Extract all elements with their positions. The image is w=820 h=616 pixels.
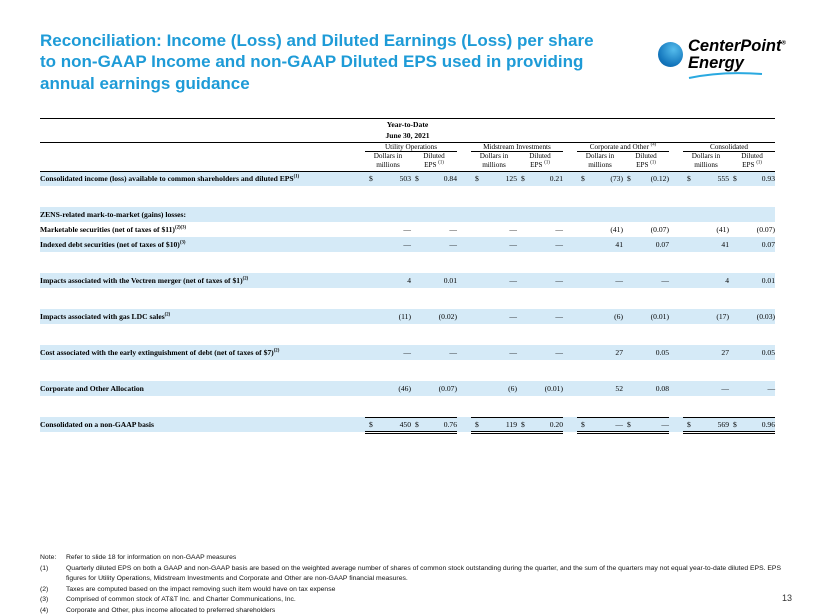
footnote [40,595,788,606]
value-cell [577,207,623,222]
cell-value: 0.93 [761,174,776,184]
column-gap [457,151,471,171]
cell-value: (41) [610,225,623,234]
group-header: Utility Operations [365,142,457,151]
cell-value: 0.05 [655,348,669,357]
value-cell [729,171,775,186]
value-cell [517,273,563,288]
cell-value: — [403,240,411,249]
cell-value: (46) [398,384,411,393]
slide-title-line3: annual earnings guidance [40,73,250,93]
value-cell [411,237,457,252]
column-gap [563,222,577,237]
row-label: Impacts associated with the Vectren merger (net of taxes of $1)$^{(2)}$ [40,273,365,288]
cell-value: 569 [717,419,729,429]
currency-symbol: $ [627,174,631,184]
cell-value: (0.07) [438,384,457,393]
row-label: Indexed debt securities (net of taxes of $10)$^{(3)}$ [40,237,365,252]
table-row [40,237,775,252]
logo-globe-icon [658,42,683,67]
spacer-cell [40,324,775,345]
cell-value: — [509,312,517,321]
table-row [40,345,775,360]
cell-value: — [767,384,776,393]
corner-cell [40,142,365,151]
value-cell [729,273,775,288]
cell-value: — [721,384,729,393]
cell-value: — [403,348,411,357]
column-gap [563,273,577,288]
value-cell [729,237,775,252]
cell-value: 0.08 [655,384,669,393]
value-cell [729,207,775,222]
value-cell [577,309,623,324]
value-cell [411,273,457,288]
column-gap [669,273,683,288]
cell-value: — [661,419,669,429]
group-header: Consolidated [683,142,775,151]
column-gap [457,417,471,432]
column-gap [563,381,577,396]
spacer-cell [40,252,775,273]
value-cell [517,171,563,186]
value-cell [471,417,517,432]
row-label: Consolidated on a non-GAAP basis [40,417,365,432]
footnote-text: Refer to slide 18 for information on non-GAAP measures [66,554,237,561]
value-cell [623,273,669,288]
spacer-row [40,324,775,345]
cell-value: (0.01) [544,384,563,393]
value-cell [471,237,517,252]
value-cell [517,222,563,237]
table-row [40,171,775,186]
cell-value: (0.07) [650,225,669,234]
spacer-row [40,252,775,273]
cell-value: (11) [398,312,411,321]
table-head [40,119,775,172]
logo-text [688,38,786,79]
table-body [40,171,775,432]
cell-value: 0.05 [761,348,776,357]
column-gap [563,171,577,186]
value-cell [517,381,563,396]
cell-value: 0.84 [443,174,457,184]
spacer-row [40,396,775,417]
footnote [40,606,788,616]
footnote-text: Taxes are computed based on the impact removing such item would have on tax expense [66,585,336,593]
value-cell [471,222,517,237]
cell-value: — [403,225,411,234]
currency-symbol: $ [475,174,479,184]
cell-value: — [661,276,669,285]
cell-value: 0.21 [549,174,563,184]
column-gap [563,417,577,432]
value-cell [411,309,457,324]
cell-value: (17) [716,312,729,321]
subheader-eps: Diluted EPS $^{(1)}$ [411,151,457,171]
logo-line1: CenterPoint® [688,37,786,55]
spacer-row [40,360,775,381]
cell-value: — [555,276,563,285]
spacer-row [40,186,775,207]
slide-title [40,30,660,94]
cell-value: (6) [614,312,623,321]
currency-symbol: $ [415,174,419,184]
value-cell [411,345,457,360]
cell-value: (41) [716,225,729,234]
column-gap [669,345,683,360]
currency-symbol: $ [521,174,525,184]
cell-value: — [555,225,563,234]
cell-value: — [555,348,563,357]
column-gap [669,237,683,252]
cell-value: — [449,348,457,357]
value-cell [411,222,457,237]
footnote [40,585,788,596]
subheader-row [40,151,775,171]
footnote [40,553,788,564]
slide-title-line2: to non-GAAP Income and non-GAAP Diluted EPS used in providing [40,52,584,72]
group-header: Corporate and Other $^{(4)}$ [577,142,669,151]
row-label: Cost associated with the early extinguishment of debt (net of taxes of $7)$^{(2)}$ [40,345,365,360]
value-cell [365,309,411,324]
value-cell [365,345,411,360]
value-cell [471,345,517,360]
value-cell [623,222,669,237]
value-cell [683,237,729,252]
cell-value: (0.01) [650,312,669,321]
cell-value: 125 [505,174,517,184]
value-cell [365,207,411,222]
currency-symbol: $ [369,419,373,429]
cell-value: — [509,348,517,357]
value-cell [577,345,623,360]
table-row [40,273,775,288]
spacer-row [40,288,775,309]
cell-value: 4 [725,276,729,285]
cell-value: 503 [399,174,411,184]
column-gap [457,222,471,237]
subheader-eps: Diluted EPS $^{(1)}$ [517,151,563,171]
column-gap [669,222,683,237]
cell-value: — [449,240,457,249]
column-gap [563,151,577,171]
value-cell [365,171,411,186]
cell-value: 27 [721,348,729,357]
column-gap [563,207,577,222]
value-cell [683,273,729,288]
cell-value: 0.76 [443,419,457,429]
cell-value: 0.07 [761,240,776,249]
registered-mark: ® [781,40,786,47]
column-gap [457,381,471,396]
value-cell [517,207,563,222]
cell-value: 119 [505,419,517,429]
cell-value: 4 [407,276,411,285]
value-cell [683,207,729,222]
subheader-dollars: Dollars in millions [365,151,411,171]
cell-value: 0.96 [761,419,776,429]
slide-title-line1: Reconciliation: Income (Loss) and Diluted Earnings (Loss) per share [40,31,594,50]
currency-symbol: $ [687,174,691,184]
currency-symbol: $ [581,174,585,184]
cell-value: 41 [721,240,729,249]
cell-value: (73) [610,174,623,184]
group-header-row [40,142,775,151]
logo-swoosh-icon [688,71,764,79]
currency-symbol: $ [733,419,737,429]
value-cell [729,309,775,324]
subheader-eps: Diluted EPS $^{(1)}$ [623,151,669,171]
cell-value: 450 [399,419,411,429]
column-gap [563,142,577,151]
cell-value: (0.07) [756,225,776,234]
value-cell [365,381,411,396]
value-cell [729,417,775,432]
table-row [40,309,775,324]
value-cell [411,381,457,396]
cell-value: — [555,240,563,249]
subheader-dollars: Dollars in millions [683,151,729,171]
value-cell [683,345,729,360]
footnote-tag: (4) [40,606,49,614]
value-cell [577,417,623,432]
value-cell [577,237,623,252]
column-gap [669,151,683,171]
column-gap [457,273,471,288]
table-row [40,417,775,432]
value-cell [517,417,563,432]
cell-value: — [509,225,517,234]
value-cell [577,381,623,396]
value-cell [729,381,775,396]
period-line1: Year-to-Date [386,120,429,129]
cell-value: 0.01 [761,276,776,285]
column-gap [669,171,683,186]
value-cell [471,273,517,288]
value-cell [365,273,411,288]
value-cell [365,417,411,432]
row-label: Consolidated income (loss) available to common shareholders and diluted EPS$^{(1)}$ [40,171,365,186]
value-cell [365,222,411,237]
cell-value: 555 [717,174,729,184]
cell-value: — [509,240,517,249]
spacer-cell [40,360,775,381]
column-gap [457,345,471,360]
row-label: Marketable securities (net of taxes of $11)$^{(2)(3)}$ [40,225,187,234]
column-gap [563,237,577,252]
currency-symbol: $ [369,174,373,184]
logo-line2: Energy [688,53,744,72]
cell-value: — [615,276,623,285]
footnote-tag: Note: [40,554,57,561]
value-cell [365,237,411,252]
cell-value: 0.01 [443,276,457,285]
period-row [40,119,775,143]
table-row [40,222,775,237]
footnote-tag: (2) [40,585,49,593]
value-cell [411,171,457,186]
column-gap [457,237,471,252]
cell-value: (0.03) [756,312,776,321]
footnote-tag: (3) [40,596,49,604]
subheader-dollars: Dollars in millions [577,151,623,171]
column-gap [457,142,471,151]
value-cell [683,222,729,237]
currency-symbol: $ [581,419,585,429]
cell-value: 52 [615,384,623,393]
value-cell [517,309,563,324]
row-label: Impacts associated with gas LDC sales$^{(2)}$ [40,309,365,324]
value-cell [577,273,623,288]
cell-value: (0.12) [650,174,669,184]
value-cell [517,345,563,360]
value-cell [411,417,457,432]
subheader-eps: Diluted EPS $^{(1)}$ [729,151,775,171]
value-cell [683,309,729,324]
column-gap [669,207,683,222]
table-row [40,381,775,396]
row-label: Corporate and Other Allocation [40,381,365,396]
cell-value: (6) [508,384,517,393]
column-gap [669,309,683,324]
column-gap [669,381,683,396]
value-cell [623,381,669,396]
period-line2: June 30, 2021 [385,131,430,141]
currency-symbol: $ [521,419,525,429]
column-gap [669,417,683,432]
footnote-text: Comprised of common stock of AT&T Inc. and Charter Communications, Inc. [66,596,296,604]
footnotes [40,553,788,616]
currency-symbol: $ [475,419,479,429]
value-cell [729,222,775,237]
spacer-cell [40,186,775,207]
value-cell [623,309,669,324]
column-gap [457,309,471,324]
page-number: 13 [781,593,792,603]
corner-cell [40,151,365,171]
column-gap [563,309,577,324]
value-cell [471,207,517,222]
period-header [40,119,775,143]
table-row [40,207,775,222]
value-cell [471,381,517,396]
cell-value: 0.07 [655,240,669,249]
spacer-cell [40,288,775,309]
value-cell [623,207,669,222]
column-gap [563,345,577,360]
cell-value: 0.20 [549,419,563,429]
value-cell [471,309,517,324]
footnote-text: Quarterly diluted EPS on both a GAAP and non-GAAP basis are based on the weighted average number of shares of common stock outstanding during the quarter, and the sum of the quarters may not equal year-to-date diluted EPS. EPS figures for Utility Operations, Midstream Investments and Corporate and Other are non-GAAP financial measures. [66,564,781,583]
value-cell [471,171,517,186]
row-label: ZENS-related mark-to-market (gains) losses: [40,207,365,222]
value-cell [683,381,729,396]
value-cell [683,417,729,432]
value-cell [623,237,669,252]
cell-value: 27 [615,348,623,357]
currency-symbol: $ [687,419,691,429]
cell-value: (0.02) [438,312,457,321]
subheader-dollars: Dollars in millions [471,151,517,171]
cell-value: 41 [615,240,623,249]
reconciliation-table [40,118,775,434]
currency-symbol: $ [733,174,737,184]
value-cell [729,345,775,360]
value-cell [623,345,669,360]
value-cell [577,222,623,237]
cell-value: — [449,225,457,234]
footnote [40,564,788,585]
cell-value: — [555,312,563,321]
column-gap [457,207,471,222]
footnote-tag: (1) [40,564,49,572]
cell-value: — [509,276,517,285]
currency-symbol: $ [627,419,631,429]
value-cell [577,171,623,186]
spacer-cell [40,396,775,417]
value-cell [411,207,457,222]
cell-value: — [615,419,623,429]
value-cell [683,171,729,186]
value-cell [623,171,669,186]
value-cell [517,237,563,252]
column-gap [457,171,471,186]
value-cell [623,417,669,432]
centerpoint-logo [658,38,786,79]
currency-symbol: $ [415,419,419,429]
group-header: Midstream Investments [471,142,563,151]
column-gap [669,142,683,151]
footnote-text: Corporate and Other, plus income allocated to preferred shareholders [66,606,276,614]
